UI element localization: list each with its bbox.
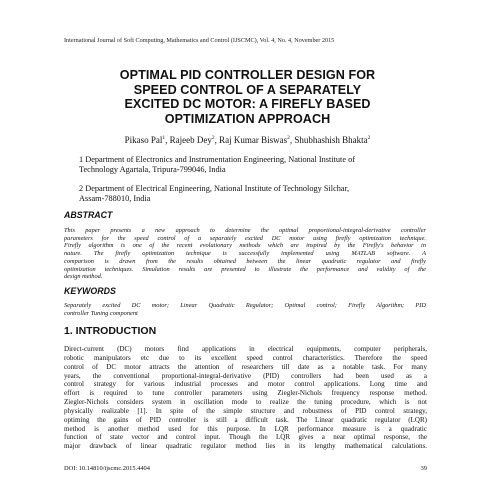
introduction-line: control strategy for various industrial processes and motor control applications. Long time and — [64, 380, 427, 389]
author-separator: , — [165, 135, 170, 145]
author-list — [60, 135, 435, 146]
author-affiliation-mark: 2 — [367, 135, 371, 141]
abstract-line: comparison is drawn from the results obtained between the linear quadratic regulator and firefly — [64, 257, 426, 265]
affiliation-line: Assam-788010, India — [79, 194, 151, 204]
page-number: 39 — [420, 465, 427, 472]
doi-footer: DOI: 10.14810/ijscmc.2015.4404 — [64, 465, 150, 472]
introduction-line: control of DC motor attracts the attention of researchers till date as a notable task. For many — [64, 362, 427, 371]
paper-title — [60, 68, 435, 126]
author-separator: , — [289, 135, 295, 145]
introduction-line: method is another method used for this purpose. In LQR performance measure is a quadratic — [64, 424, 427, 433]
introduction-line: effort is required to tune controller parameters using Ziegler-Nichols frequency response method. — [64, 389, 427, 398]
abstract-heading: ABSTRACT — [64, 210, 113, 220]
keywords-text — [64, 302, 426, 317]
introduction-heading: 1. INTRODUCTION — [64, 325, 157, 337]
affiliation-1 — [79, 155, 419, 176]
keywords-line: controller Tuning component — [64, 309, 138, 317]
keywords-heading: KEYWORDS — [64, 286, 116, 296]
introduction-line: Direct-current (DC) motors find applications in electrical equipments, computer peripherals, — [64, 345, 427, 353]
author-name: Raj Kumar Biswas — [219, 135, 288, 145]
author-separator: , — [214, 135, 220, 145]
author-affiliation-mark: 1 — [162, 135, 166, 141]
abstract-line: design method. — [64, 273, 103, 281]
author-name: Pikaso Pal — [124, 135, 163, 145]
introduction-text — [64, 345, 427, 451]
abstract-text — [64, 227, 426, 281]
abstract-line: nature. The firefly optimization technique is successfully implemented using MATLAB software. A — [64, 250, 426, 258]
introduction-line: robotic manipulators etc due to its excellent speed control characteristics. Therefore the speed — [64, 353, 427, 362]
title-line: OPTIMAL PID CONTROLLER DESIGN FOR — [119, 68, 376, 82]
affiliation-2 — [79, 184, 419, 205]
author-affiliation-mark: 2 — [211, 135, 215, 141]
affiliation-line: 2 Department of Electrical Engineering, National Institute of Technology Silchar, — [79, 184, 350, 193]
abstract-line: optimization techniques. Simulation results are presented to illustrate the performance and validity of the — [64, 265, 426, 273]
introduction-line: optiming the gains of PID controller is still a difficult task. The Linear quadratic regulator (LQR) — [64, 415, 427, 424]
title-line: OPTIMIZATION APPROACH — [164, 111, 331, 126]
author-name: Rajeeb Dey — [169, 135, 212, 145]
introduction-line: major drawback of linear quadratic regulator method lies in its lengthy mathematical calculations. — [64, 442, 427, 451]
keywords-line: Separately excited DC motor; Linear Quadratic Regulator; Optimal control; Firefly Algorithm; PID — [64, 302, 426, 309]
abstract-line: Firefly algorithm is one of the recent evolutionary methods which are inspired by the Firefly's behavior in — [64, 242, 426, 250]
author-name: Shubhashish Bhakta — [294, 135, 368, 145]
title-line: EXCITED DC MOTOR: A FIREFLY BASED — [124, 97, 371, 112]
affiliation-line: 1 Department of Electronics and Instrumentation Engineering, National Institute of — [79, 155, 356, 164]
affiliation-line: Technology Agartala, Tripura-799046, India — [79, 165, 226, 175]
abstract-line: parameters for the speed control of a separately excited DC motor using firefly optimization technique. — [64, 234, 426, 242]
introduction-line: physically realizable [1]. In spite of the simple structure and robustness of PID control strategy, — [64, 406, 427, 415]
introduction-line: function of state vector and control input. Though the LQR gives a near optimal response, the — [64, 433, 427, 442]
introduction-line: years, the conventional proportional-integral-derivative (PID) controllers had been used as a — [64, 371, 427, 380]
title-line: SPEED CONTROL OF A SEPARATELY — [133, 82, 362, 97]
abstract-line: This paper presents a new approach to determine the optimal proportional-integral-derivative controller — [64, 227, 426, 234]
introduction-line: Ziegler-Nichols considers system in oscillation mode to realize the tuning procedure, which is not — [64, 398, 427, 407]
journal-header: International Journal of Soft Computing, Mathematics and Control (IJSCMC), Vol. 4, No. 4, November 2015 — [64, 37, 335, 44]
author-affiliation-mark: 2 — [287, 135, 290, 141]
